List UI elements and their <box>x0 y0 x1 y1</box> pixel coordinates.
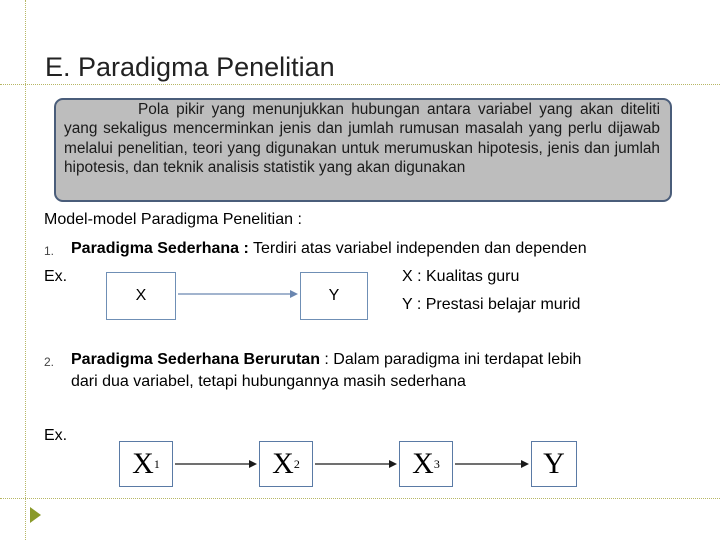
x-to-y-arrow <box>176 288 300 300</box>
item2-text-line2: dari dua variabel, tetapi hubungannya masih sederhana <box>71 373 466 390</box>
item1-number: 1. <box>44 244 55 258</box>
item1-description: Terdiri atas variabel independen dan dependen <box>248 240 587 257</box>
definition-text: Pola pikir yang menunjukkan hubungan antara variabel yang akan diteliti yang sekaligus mencerminkan jenis dan jumlah rumusan masalah yang perlu dijawab melalui penelitian, teori yang digunakan untuk merumuskan hipotesis, jenis dan jumlah hipotesis, dan teknik analisis statistik yang akan digunakan <box>64 101 660 177</box>
x3-to-y-arrow <box>453 458 531 470</box>
variable-x3-sub: 3 <box>433 456 440 471</box>
footer-divider <box>0 498 720 499</box>
item2-title: Paradigma Sederhana Berurutan <box>71 351 320 368</box>
note-y: Y : Prestasi belajar murid <box>402 296 581 313</box>
variable-x-label: X <box>135 287 147 304</box>
variable-x3-main: X <box>412 447 434 480</box>
item2-number: 2. <box>44 355 55 369</box>
variable-y-final-main: Y <box>543 447 565 480</box>
x1-to-x2-arrow <box>173 458 259 470</box>
x2-to-x3-arrow <box>313 458 399 470</box>
item1-title: Paradigma Sederhana : <box>71 240 249 257</box>
slide-marker-arrow-icon <box>30 507 41 523</box>
item2-description: : Dalam paradigma ini terdapat lebih <box>319 351 582 368</box>
variable-x2-sub: 2 <box>293 456 300 471</box>
variable-x1-sub: 1 <box>153 456 160 471</box>
title-divider <box>0 84 720 85</box>
left-dotted-border <box>25 0 26 540</box>
variable-x-box <box>106 272 176 320</box>
item1-text <box>71 240 587 258</box>
example2-label: Ex. <box>44 427 68 444</box>
page-title: E. Paradigma Penelitian <box>45 52 335 82</box>
variable-y-label: Y <box>328 287 340 304</box>
variable-x2-main: X <box>272 447 294 480</box>
variable-x1-box <box>119 441 173 487</box>
variable-x2-box <box>259 441 313 487</box>
note-x: X : Kualitas guru <box>402 268 520 285</box>
definition-box <box>54 98 672 202</box>
models-heading: Model-model Paradigma Penelitian : <box>44 211 302 228</box>
variable-y-final-box <box>531 441 577 487</box>
variable-y-box <box>300 272 368 320</box>
variable-x3-box <box>399 441 453 487</box>
variable-x1-main: X <box>132 447 154 480</box>
example1-label: Ex. <box>44 268 68 285</box>
item2-text <box>71 351 581 369</box>
